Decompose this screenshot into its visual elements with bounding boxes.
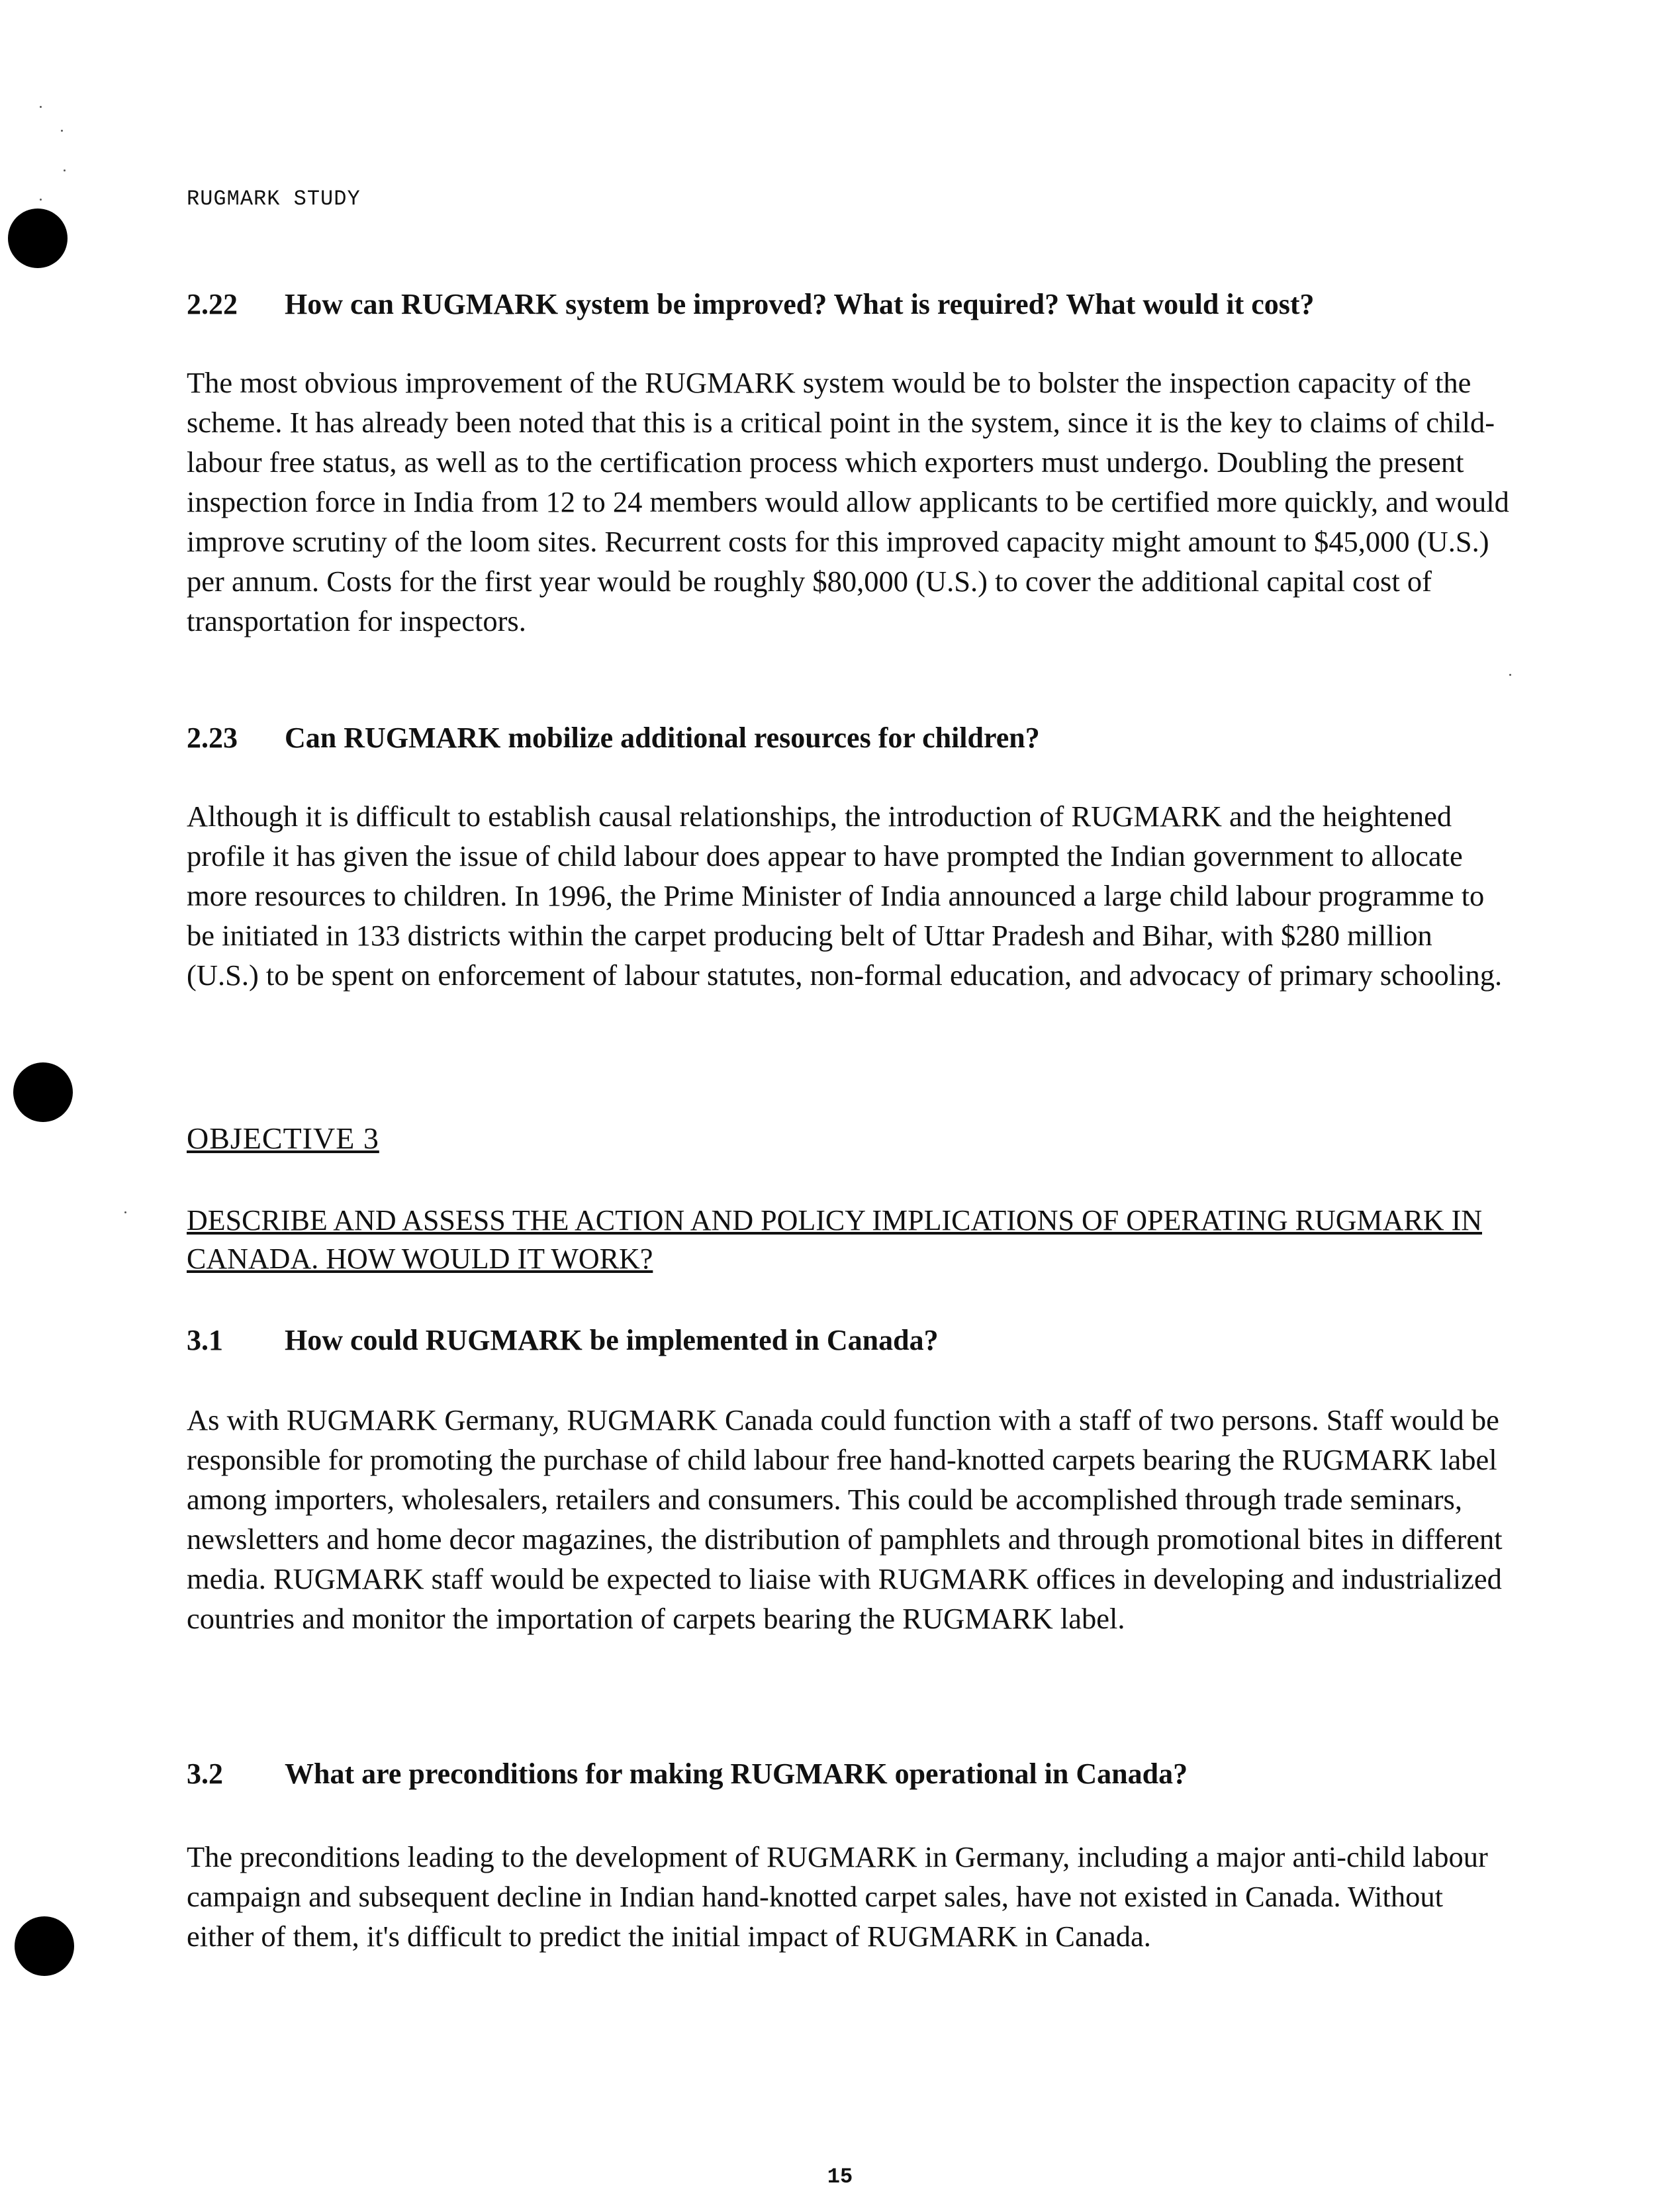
section-title: How can RUGMARK system be improved? What is required? What would it cost? [285, 288, 1315, 320]
punch-hole-top [8, 209, 68, 268]
section-number: 2.22 [187, 288, 238, 320]
section-title: What are preconditions for making RUGMARK operational in Canada? [285, 1757, 1188, 1790]
section-3-2-heading [187, 1754, 1511, 1794]
section-2-22-body: The most obvious improvement of the RUGMARK system would be to bolster the inspection capacity of the scheme. It has already been noted that this is a critical point in the system, since it is the key to claims of child-labour free status, as well as to the certification process which exporters must undergo. Doubling the present inspection force in India from 12 to 24 members would allow applicants to be certified more quickly, and would improve scrutiny of the loom sites. Recurrent costs for this improved capacity might amount to $45,000 (U.S.) per annum. Costs for the first year would be roughly $80,000 (U.S.) to cover the additional capital cost of transportation for inspectors. [187, 366, 1509, 637]
scan-speck [61, 130, 63, 132]
running-head: RUGMARK STUDY [187, 187, 361, 211]
section-title: Can RUGMARK mobilize additional resources for children? [285, 722, 1040, 754]
section-3-1-heading [187, 1321, 1511, 1360]
punch-hole-middle [13, 1062, 73, 1122]
section-number: 3.2 [187, 1757, 223, 1790]
objective-title: OBJECTIVE 3 [187, 1121, 379, 1155]
section-3-1-body: As with RUGMARK Germany, RUGMARK Canada could function with a staff of two persons. Staff would be responsible for promoting the purchase of child labour free hand-knotted carpets bearing the RUGMARK label among importers, wholesalers, retailers and consumers. This could be accomplished through trade seminars, newsletters and home decor magazines, the distribution of pamphlets and through promotional bites in different media. RUGMARK staff would be expected to liaise with RUGMARK offices in developing and industrialized countries and monitor the importation of carpets bearing the RUGMARK label. [187, 1403, 1503, 1635]
punch-hole-bottom [15, 1916, 74, 1976]
page-number: 15 [827, 2165, 853, 2189]
section-2-23-heading [187, 718, 1511, 758]
section-2-23-body: Although it is difficult to establish causal relationships, the introduction of RUGMARK and the heightened profile it has given the issue of child labour does appear to have prompted the Indian government to allocate more resources to children. In 1996, the Prime Minister of India announced a large child labour programme to be initiated in 133 districts within the carpet producing belt of Uttar Pradesh and Bihar, with $280 million (U.S.) to be spent on enforcement of labour statutes, non-formal education, and advocacy of primary schooling. [187, 800, 1503, 992]
objective-description: DESCRIBE AND ASSESS THE ACTION AND POLICY IMPLICATIONS OF OPERATING RUGMARK IN CANADA. HOW WOULD IT WORK? [187, 1204, 1482, 1275]
section-2-22-heading [187, 285, 1511, 324]
scan-speck [40, 106, 42, 108]
section-title: How could RUGMARK be implemented in Canada? [285, 1324, 939, 1356]
scan-speck [1509, 674, 1511, 676]
scan-speck [40, 199, 42, 201]
section-3-2-body: The preconditions leading to the development of RUGMARK in Germany, including a major anti-child labour campaign and subsequent decline in Indian hand-knotted carpet sales, have not existed in Canada. Without either of them, it's difficult to predict the initial impact of RUGMARK in Canada. [187, 1840, 1488, 1953]
section-number: 3.1 [187, 1324, 223, 1356]
scan-speck [64, 169, 66, 171]
section-number: 2.23 [187, 722, 238, 754]
scan-speck [124, 1211, 126, 1213]
